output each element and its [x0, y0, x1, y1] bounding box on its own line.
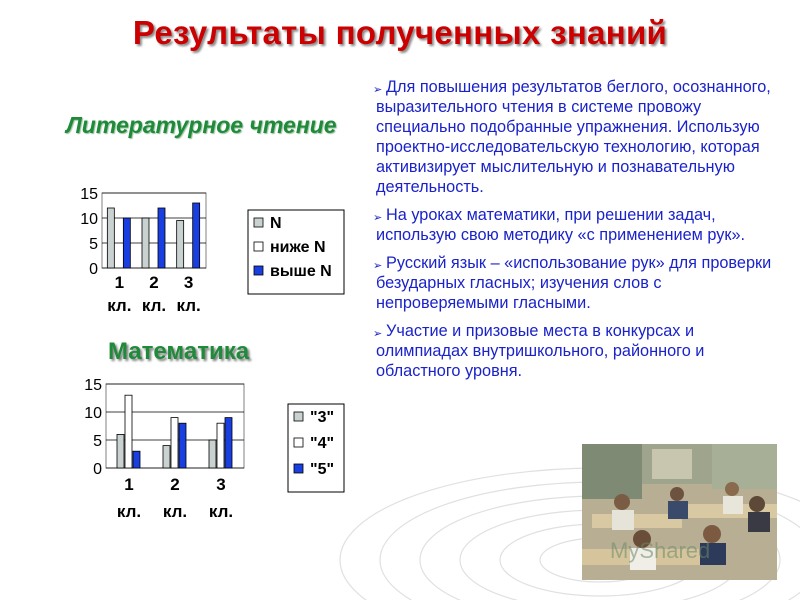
x-tick-label: кл. — [116, 502, 142, 521]
legend-label: выше N — [270, 263, 332, 280]
legend-label: N — [270, 215, 282, 232]
bullet-text: На уроках математики, при решении задач, использую свою методику «с применением рук». — [376, 206, 746, 244]
literature-chart — [60, 180, 360, 330]
x-tick-label: 2 — [149, 273, 159, 292]
legend-label: "3" — [310, 409, 335, 426]
bullet-item — [373, 205, 788, 245]
arrow-bullet-icon: ➢ — [373, 212, 383, 224]
bullet-text: Для повышения результатов беглого, осознанного, выразительного чтения в системе провожу специально подобранные упражнения. Использую проектно-исследовательскую технологию, которая активизирует мыслительную и познавательную деятельность. — [376, 78, 771, 196]
bar — [177, 221, 184, 269]
legend-swatch — [254, 242, 263, 251]
legend-swatch — [294, 412, 303, 421]
bar — [117, 434, 124, 468]
watermark: MyShared — [610, 538, 711, 563]
legend-swatch — [254, 218, 263, 227]
bar — [133, 451, 140, 468]
arrow-bullet-icon: ➢ — [373, 328, 383, 340]
math-heading: Математика — [108, 338, 250, 365]
legend-label: "4" — [310, 435, 335, 452]
bar — [171, 418, 178, 468]
bullet-text: Участие и призовые места в конкурсах и олимпиадах внутришкольного, районного и областного уровня. — [376, 322, 705, 380]
y-tick-label: 15 — [84, 377, 102, 394]
arrow-bullet-icon: ➢ — [373, 260, 383, 272]
y-tick-label: 5 — [93, 433, 102, 450]
legend-label: ниже N — [270, 239, 326, 256]
x-tick-label: 3 — [216, 475, 226, 494]
bar — [158, 208, 165, 268]
bar — [209, 440, 216, 468]
x-tick-label: кл. — [208, 502, 234, 521]
y-tick-label: 0 — [93, 461, 102, 478]
x-tick-label: кл. — [141, 296, 167, 315]
bar — [225, 418, 232, 468]
bar — [163, 446, 170, 468]
plot-area — [102, 193, 206, 268]
bar — [193, 203, 200, 268]
y-tick-label: 5 — [89, 236, 98, 253]
bar — [142, 218, 149, 268]
y-tick-label: 10 — [80, 211, 98, 228]
bullet-item — [373, 321, 788, 381]
bullet-list — [373, 77, 788, 389]
legend-swatch — [294, 464, 303, 473]
x-tick-label: кл. — [162, 502, 188, 521]
bar — [125, 395, 132, 468]
bar — [217, 423, 224, 468]
x-tick-label: кл. — [107, 296, 132, 315]
bar — [123, 218, 130, 268]
y-tick-label: 15 — [80, 186, 98, 203]
legend-swatch — [294, 438, 303, 447]
y-tick-label: 10 — [84, 405, 102, 422]
literature-heading: Литературное чтение — [66, 112, 337, 138]
arrow-bullet-icon: ➢ — [373, 84, 383, 96]
bullet-item — [373, 77, 788, 197]
bullet-text: Русский язык – «использование рук» для проверки безударных гласных; изучения слов с непроверяемыми гласными. — [376, 254, 772, 312]
math-chart — [60, 370, 360, 530]
y-tick-label: 0 — [89, 261, 98, 278]
x-tick-label: 2 — [170, 475, 180, 494]
legend-label: "5" — [310, 461, 335, 478]
bar — [107, 208, 114, 268]
x-tick-label: 3 — [183, 273, 194, 292]
page-title: Результаты полученных знаний — [132, 14, 668, 51]
x-tick-label: кл. — [176, 296, 201, 315]
bar — [179, 423, 186, 468]
legend-swatch — [254, 266, 263, 275]
x-tick-label: 1 — [124, 475, 134, 494]
x-tick-label: 1 — [114, 273, 125, 292]
bullet-item — [373, 253, 788, 313]
